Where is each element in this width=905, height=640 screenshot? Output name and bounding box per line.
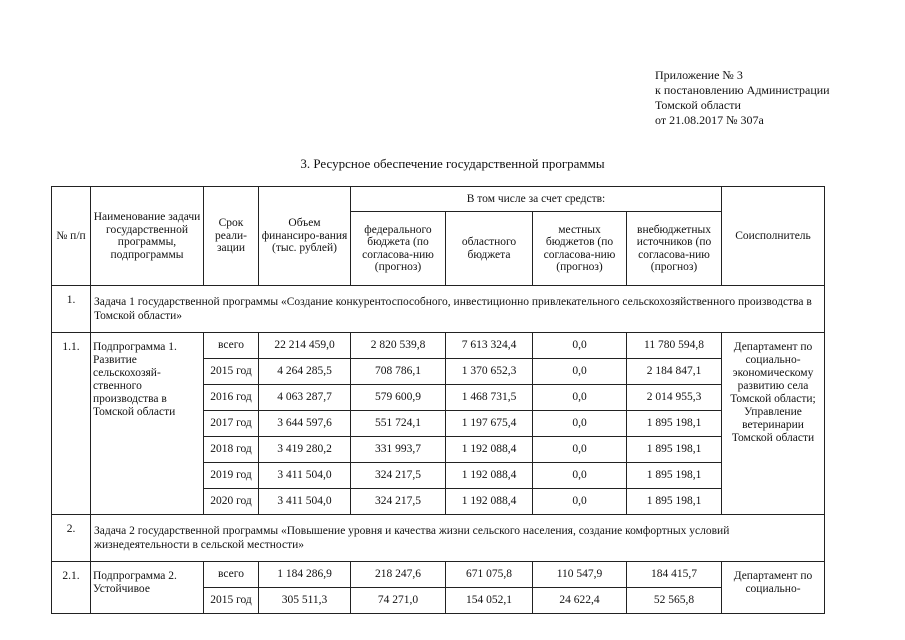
term-cell: 2016 год xyxy=(204,385,259,411)
subprogram-name: Подпрограмма 1. Развитие сельскохозяй-ственного производства в Томской области xyxy=(91,333,204,515)
extra-cell: 52 565,8 xyxy=(627,588,722,614)
local-cell: 0,0 xyxy=(533,359,627,385)
extra-cell: 2 184 847,1 xyxy=(627,359,722,385)
task-row-2 xyxy=(52,515,825,562)
local-cell: 0,0 xyxy=(533,411,627,437)
header-federal: федерального бюджета (по согласова-нию (прогноз) xyxy=(351,212,446,286)
header-coexecutor: Соисполнитель xyxy=(722,187,825,286)
regional-cell: 1 468 731,5 xyxy=(446,385,533,411)
term-cell: всего xyxy=(204,562,259,588)
local-cell: 110 547,9 xyxy=(533,562,627,588)
header-volume: Объем финансиро-вания (тыс. рублей) xyxy=(259,187,351,286)
document-title: 3. Ресурсное обеспечение государственной программы xyxy=(300,156,605,171)
subprogram-num: 2.1. xyxy=(52,562,91,614)
volume-cell: 1 184 286,9 xyxy=(259,562,351,588)
federal-cell: 551 724,1 xyxy=(351,411,446,437)
volume-cell: 4 063 287,7 xyxy=(259,385,351,411)
header-regional: областного бюджета xyxy=(446,212,533,286)
task-text: Задача 2 государственной программы «Повышение уровня и качества жизни сельского населения, создание комфортных условий жизнедеятельности в сельской местности» xyxy=(91,515,825,562)
table-row xyxy=(52,562,825,588)
resource-table xyxy=(51,186,825,614)
federal-cell: 218 247,6 xyxy=(351,562,446,588)
header-including: В том числе за счет средств: xyxy=(351,187,722,212)
task-num: 2. xyxy=(52,515,91,562)
subprogram-num: 1.1. xyxy=(52,333,91,515)
volume-cell: 3 644 597,6 xyxy=(259,411,351,437)
subprogram-name: Подпрограмма 2. Устойчивое xyxy=(91,562,204,614)
federal-cell: 2 820 539,8 xyxy=(351,333,446,359)
volume-cell: 3 411 504,0 xyxy=(259,463,351,489)
federal-cell: 324 217,5 xyxy=(351,463,446,489)
term-cell: 2018 год xyxy=(204,437,259,463)
regional-cell: 154 052,1 xyxy=(446,588,533,614)
term-cell: 2015 год xyxy=(204,588,259,614)
local-cell: 0,0 xyxy=(533,463,627,489)
appendix-line-2: к постановлению Администрации xyxy=(655,83,830,97)
header-extra: внебюджетных источников (по согласова-нию (прогноз) xyxy=(627,212,722,286)
table-row xyxy=(52,333,825,359)
regional-cell: 1 192 088,4 xyxy=(446,489,533,515)
header-local: местных бюджетов (по согласова-нию (прогноз) xyxy=(533,212,627,286)
header-term: Срок реали-зации xyxy=(204,187,259,286)
extra-cell: 1 895 198,1 xyxy=(627,463,722,489)
task-text: Задача 1 государственной программы «Создание конкурентоспособного, инвестиционно привлекательного сельскохозяйственного производства в Томской области» xyxy=(91,286,825,333)
task-row-1 xyxy=(52,286,825,333)
local-cell: 0,0 xyxy=(533,333,627,359)
federal-cell: 331 993,7 xyxy=(351,437,446,463)
volume-cell: 4 264 285,5 xyxy=(259,359,351,385)
local-cell: 24 622,4 xyxy=(533,588,627,614)
extra-cell: 1 895 198,1 xyxy=(627,411,722,437)
extra-cell: 1 895 198,1 xyxy=(627,489,722,515)
term-cell: 2019 год xyxy=(204,463,259,489)
term-cell: 2015 год xyxy=(204,359,259,385)
term-cell: 2020 год xyxy=(204,489,259,515)
appendix-line-3: Томской области xyxy=(655,98,741,112)
volume-cell: 3 411 504,0 xyxy=(259,489,351,515)
volume-cell: 3 419 280,2 xyxy=(259,437,351,463)
federal-cell: 708 786,1 xyxy=(351,359,446,385)
appendix-line-4: от 21.08.2017 № 307а xyxy=(655,113,764,127)
appendix-line-1: Приложение № 3 xyxy=(655,68,743,82)
term-cell: 2017 год xyxy=(204,411,259,437)
extra-cell: 1 895 198,1 xyxy=(627,437,722,463)
extra-cell: 2 014 955,3 xyxy=(627,385,722,411)
federal-cell: 324 217,5 xyxy=(351,489,446,515)
federal-cell: 74 271,0 xyxy=(351,588,446,614)
regional-cell: 1 197 675,4 xyxy=(446,411,533,437)
task-num: 1. xyxy=(52,286,91,333)
local-cell: 0,0 xyxy=(533,385,627,411)
term-cell: всего xyxy=(204,333,259,359)
regional-cell: 1 192 088,4 xyxy=(446,437,533,463)
header-name: Наименование задачи государственной программы, подпрограммы xyxy=(91,187,204,286)
regional-cell: 1 370 652,3 xyxy=(446,359,533,385)
local-cell: 0,0 xyxy=(533,437,627,463)
regional-cell: 1 192 088,4 xyxy=(446,463,533,489)
appendix-header xyxy=(655,68,830,128)
regional-cell: 7 613 324,4 xyxy=(446,333,533,359)
regional-cell: 671 075,8 xyxy=(446,562,533,588)
header-num: № п/п xyxy=(52,187,91,286)
coexecutor-cell: Департамент по социально- xyxy=(722,562,825,614)
federal-cell: 579 600,9 xyxy=(351,385,446,411)
volume-cell: 22 214 459,0 xyxy=(259,333,351,359)
local-cell: 0,0 xyxy=(533,489,627,515)
header-row-1 xyxy=(52,187,825,212)
extra-cell: 11 780 594,8 xyxy=(627,333,722,359)
volume-cell: 305 511,3 xyxy=(259,588,351,614)
coexecutor-cell: Департамент по социально-экономическому развитию села Томской области; Управление ветеринарии Томской области xyxy=(722,333,825,515)
extra-cell: 184 415,7 xyxy=(627,562,722,588)
